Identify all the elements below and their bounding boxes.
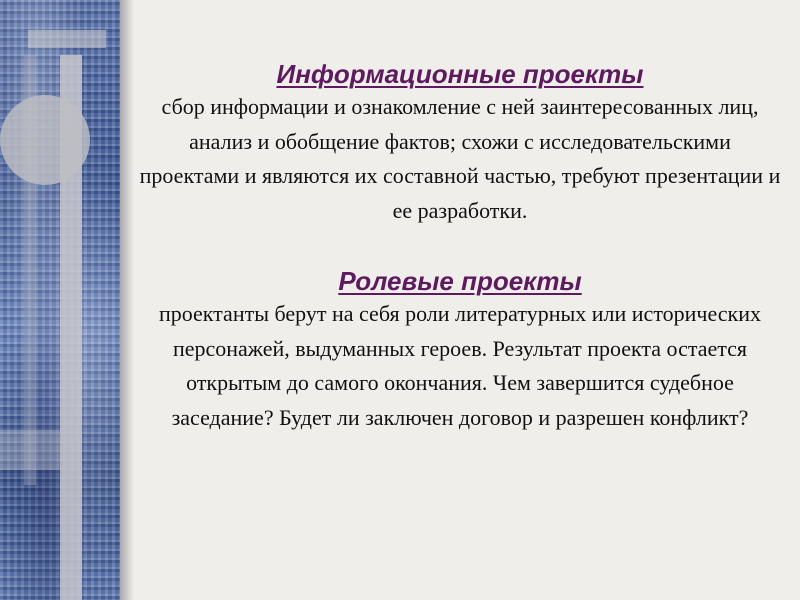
decorative-circle bbox=[0, 95, 90, 185]
decorative-bar-top bbox=[28, 30, 106, 48]
section-heading: Информационные проекты bbox=[276, 59, 644, 89]
section-text: сбор информации и ознакомление с ней заинтересованных лиц, анализ и обобщение фактов; схожи с исследовательскими проектами и являются их составной частью, требуют презентации и ее разработки. bbox=[139, 94, 781, 223]
section-informational-projects bbox=[130, 58, 790, 228]
slide-content bbox=[130, 58, 790, 435]
decorative-block bbox=[0, 430, 60, 470]
section-heading: Ролевые проекты bbox=[338, 266, 582, 296]
section-role-projects bbox=[130, 265, 790, 435]
section-text: проектанты берут на себя роли литературных или исторических персонажей, выдуманных героев. Результат проекта остается открытым до самого окончания. Чем завершится судебное заседание? Будет ли заключен договор и разрешен конфликт? bbox=[158, 301, 762, 430]
